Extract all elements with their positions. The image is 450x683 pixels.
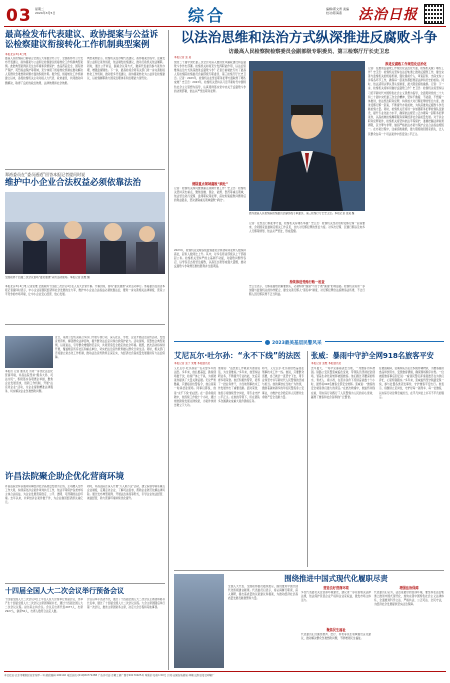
feature-banner-label bbox=[262, 340, 325, 346]
qr-code-icon bbox=[424, 4, 444, 24]
issue-weekday: 星期二 bbox=[35, 7, 45, 11]
divider bbox=[5, 169, 165, 170]
main-body-6: 史卫忠表示，行贿是腐败的重要源头，必须斩断“围猎”与甘于被“围猎”的利益链。检察机关将进一步加强与监察机关的协作配合，健全完善行贿人“黑名单”制度，对行贿犯罪依法追缴违法所得，不让行贿人因行贿获得不正当利益。 bbox=[249, 285, 365, 297]
portrait-caption: 图为最高人民检察院检察委员会副部级专职委员、第三检察厅厅长史卫忠。本报记者 张昊 摄 bbox=[249, 212, 355, 215]
main-subhead-1: 清除重点领域腐败“病灶” bbox=[191, 182, 229, 186]
left-lower-body-1: 近日，某地公安机关联合多部门开展专项行动，深入社区、学校、企业开展法治宣传活动，发放宣传资料，解答群众法律咨询，提升群众法治意识和自我保护能力。活动现场，民警结合典型案例，以案说法，引导群众增强防范意识，共同营造安全稳定的社会环境。据悉，此次活动将持续开展，覆盖辖区所有社区和重点单位，切实把法治宣传教育融入群众日常生活。同时，相关部门还将建立常态化工作机制，推动法治宣传教育走深走实，为经济社会高质量发展提供有力法治保障。 bbox=[55, 336, 165, 360]
bottom-subhead-3: 增强法治保障 bbox=[399, 586, 419, 590]
news-photo-small bbox=[5, 336, 53, 368]
column-rule bbox=[168, 30, 169, 670]
news-photo bbox=[5, 192, 165, 274]
main-headline: 以法治思维和法治方式纵深推进反腐败斗争 bbox=[180, 30, 438, 46]
left-bottom-headline: 十四届全国人大二次会议举行预备会议 bbox=[5, 587, 124, 595]
portrait-photo bbox=[249, 61, 365, 211]
story-a-body-3: 如今，艾尼瓦尔·吐尔孙依然奋战在刑事技术工作一线。他说，只要群众需要，自己就会一直坚守下去，用专业和坚守书写新时代人民警察的忠诚与担当。他的事迹在当地广为传颂，激励着越来越多的年轻民警投身公安事业，为维护社会稳定和人民群众生命财产安全贡献力量。 bbox=[262, 367, 304, 399]
issue-day: 2024年3月5日 bbox=[35, 11, 56, 16]
divider bbox=[5, 324, 165, 325]
story-a-byline: 本报记者 张子 朱雅 本报通讯员 bbox=[174, 362, 211, 365]
story-a-body-1: 艾尼瓦尔·吐尔孙是一名从警多年的法医。多年来，他扎根基层，勘验现场数千次，检验尸体上千具，为侦破案件提供了大量关键证据。无论严寒酷暑，只要接到出警指令，他总是第一时间赶赴现场。同事们都说，他是“永不下线”的法医。在一起命案侦破中，他连续工作数十个小时，通过细致勘验发现关键线索，为案件快速告破立下大功。 bbox=[174, 367, 216, 407]
left-top-byline: 本报北京3月4日电 bbox=[5, 53, 27, 56]
left-top-body-2: 典型案例显示，检察机关在办理代表建议、政协提案过程中，注重发现公益诉讼案件线索，依法制发检察建议，推动行政机关依法履职。同时，通过公开听证、圆桌会议等方式，邀请代表委员参与案件办理，增强监督刚性。下一步，最高检将会同有关部门进一步完善衔接转化工作机制，推动更多代表建议、政协提案转化为公益诉讼检察建议，以检察履职助力国家治理体系和治理能力现代化。 bbox=[87, 57, 165, 81]
left-top-headline: 最高检发布代表建议、政协提案与公益诉讼检察建议衔接转化工作机制典型案例 bbox=[5, 30, 159, 50]
left-mid-kicker: 郑裕委员在“委员通道”回答本报记者提问时说 bbox=[5, 172, 86, 177]
feature-banner-text: 2023最美基层民警风采 bbox=[272, 341, 322, 346]
story-b-headline: 张威：暴雨中守护全网918名旅客平安 bbox=[311, 351, 434, 360]
column-rule bbox=[307, 351, 308, 567]
main-subhead-2: 推进反腐败工作规范化法治化 bbox=[385, 62, 427, 66]
bottom-body-2: 多位代表委员关注营商环境建设，建议进一步完善相关法律法规，依法保护民营企业产权和企业家权益，激发市场主体活力。 bbox=[301, 591, 371, 603]
bottom-subhead-1: 营造良好营商环境 bbox=[323, 586, 349, 590]
page-number: 03 bbox=[6, 6, 32, 26]
left-mid-headline: 维护中小企业合法权益必须依靠法治 bbox=[5, 178, 142, 188]
left-lower-body-3: 许昌法院坚持以服务保障经济社会高质量发展为主线，主动融入全市工作大局，持续深化涉企案件审判执行工作，依法平等保护各类市场主体合法权益，为企业发展营造稳定、公平、透明、可预期的法治环境。去年以来，共审结涉企案件数千件，为企业挽回经济损失逾亿元。 bbox=[5, 485, 83, 505]
newspaper-logo: 法治日报 bbox=[358, 7, 418, 23]
left-mid-body: 本报北京3月4日电 记者张维 全国政协十四届二次会议4日在人民大会堂开幕。开幕会前，首场“委员通道”采访活动举行。郑裕委员在回答本报记者提问时表示，中小企业是国民经济和社会发展的生力军，维护中小企业合法权益必须依靠法治，要进一步完善相关法律制度，营造公平竞争的市场环境，让中小企业安心经营、放心发展。 bbox=[5, 285, 165, 297]
main-body-5: 记者：在惩治行贿犯罪方面，检察机关有哪些举措？史卫忠：检察机关坚决贯彻受贿行贿一起查要求，会同国家监委制定相关工作意见，加大对行贿犯罪的惩治力度。对多次行贿、巨额行贿以及向多人行贿等情形，依法从严惩处，形成震慑。 bbox=[249, 222, 365, 234]
person-portrait-icon bbox=[249, 61, 365, 211]
main-body-1: 党的二十届中央纪委三次全会对深入推进党风廉政建设和反腐败斗争作出部署。检察机关如何充分发挥职能作用，以法治思维和法治方式纵深推进反腐败斗争？记者日前就此专访了最高人民检察院检察委员会副部级专职委员、第三检察厅厅长史卫忠。记者：2023年，检察机关在惩治职务犯罪方面取得了哪些成效？史卫忠：2023年，检察机关坚持以习近平新时代中国特色社会主义思想为指导，认真贯彻落实党中央关于反腐败斗争的决策部署，依法从严惩治职务犯罪。 bbox=[174, 61, 246, 93]
main-subtitle: 访最高人民检察院检察委员会副部级专职委员、第三检察厅厅长史卫忠 bbox=[228, 49, 390, 55]
bottom-photo bbox=[174, 574, 224, 668]
left-bottom-body-1: 十四届全国人大二次会议4日上午在人民大会堂举行预备会议，选举产生十四届全国人大二次会议主席团和秘书长，通过十四届全国人大二次会议议程。赵乐际主持会议。会议应出席代表2977人，出席2927人，缺席50人，出席人数符合法定人数。 bbox=[5, 598, 83, 614]
main-byline: 本报记者 张 昊 bbox=[174, 56, 192, 59]
left-lower-body-4: 同时，许昌法院还深入开展“万人助万企”活动，建立院领导联系重点企业制度，定期走访企业，了解司法需求，帮助企业防范化解法律风险。通过发布典型案例、开展法治讲座等形式，引导企业依法经营、诚信经营，助力营商环境持续优化提升。 bbox=[87, 485, 165, 501]
photo-caption: 全国政协十四届二次会议首场“委员通道”采访活动现场。本报记者 张维 摄 bbox=[5, 276, 90, 279]
bottom-subhead-2: 聚焦民生福祉 bbox=[326, 628, 346, 632]
left-lower-body-2: 本报讯 记者 通讯员 为进一步优化法治化营商环境，许昌法院坚持“服务大局、司法为民”，积极落实各项惠企举措，聚焦企业发展需求，创新工作机制，开展“法官进企业”活动，为企业提供精准法律服务，切实解决企业急难愁盼问题。 bbox=[5, 370, 53, 394]
page-footer: 本社社址:北京市朝阳区花家地甲一号 邮政编码:100102 电话总机:(010)84772288 广告许可证:京朝工商广登字20170025号 零售价:每份1.50元 订阅:全国各地邮局 印刷:法制日报社印刷厂 bbox=[4, 671, 446, 678]
badge-icon bbox=[265, 340, 270, 345]
editor-credits bbox=[326, 7, 349, 16]
bottom-body-1: 全国人大代表、全国政协委员陆续抵京，围绕推进中国式现代化积极建言献策。代表委员们表示，将认真履行职责，深入调研，提出高质量的议案建议和提案，为推动经济社会高质量发展贡献智慧和力量。 bbox=[228, 585, 298, 601]
story-b-body-1: 去年夏天，一场罕见暴雨袭击当地，一列旅客列车被困。铁路公安民警张威临危受命，带领队员迅速赶赴现场，冒着生命危险转移被困旅客。他们蹚过齐腰深的积水，背老人、抱小孩，在恶劣条件下连续奋战数十个小时，最终将918名旅客全部安全转移。张威说：“旅客的安全就是我们最大的责任。”在此次救援中，他始终冲锋在前，用实际行动践行了人民警察为人民的初心使命，赢得了旅客和社会各界的广泛赞誉。 bbox=[311, 367, 375, 399]
left-top-body-1: 最高人民检察院日前联合全国人大常委会办公厅、全国政协办公厅发布代表建议、政协提案与公益诉讼检察建议衔接转化工作机制典型案例。此批典型案例涉及生态环境和资源保护、食品药品安全、国有财产保护、英烈权益保护等领域，充分体现了衔接转化机制在推动解决人民群众急难愁盼问题方面的积极作用。据介绍，衔接转化工作机制建立以来，各级检察机关主动对接人大代表、政协委员，共同推动问题解决，取得了良好的政治效果、法律效果和社会效果。 bbox=[5, 57, 83, 85]
story-b-body-2: 在被困期间，张威和队员们还积极协调物资，为旅客提供食品和饮用水，安抚旅客情绪，确保现场秩序井然。一位被困旅客事后回忆说：“看到民警们浑身湿透还在为我们奔忙，心里特别踏实。”多年来，张威始终坚守铁路安保一线，参与处置各类突发事件，守护旅客平安出行。他表示，将继续立足岗位，守护好每一趟列车、每一位旅客，以实际行动诠释忠诚担当，在平凡岗位上书写不平凡的篇章。 bbox=[379, 367, 444, 399]
story-a-headline: 艾尼瓦尔·吐尔孙：“永不下线”的法医 bbox=[174, 351, 301, 360]
editor-line: 编辑/郭文青 美编 bbox=[326, 7, 349, 11]
divider bbox=[5, 583, 165, 584]
left-lower-headline: 许昌法院聚企助企优化营商环境 bbox=[5, 472, 125, 482]
section-title: 综合 bbox=[188, 6, 227, 25]
main-subhead-3: 持续推进受贿行贿一起查 bbox=[289, 280, 325, 284]
divider bbox=[174, 570, 444, 571]
bottom-headline: 围绕推进中国式现代化履职尽责 bbox=[284, 574, 388, 583]
main-body-2: 记者：检察机关如何聚焦重点领域开展工作？史卫忠：检察机关坚持突出重点，聚焦金融、国企、能源、医药等重点领域，依法惩治贪污受贿、滥用职权等犯罪，深挖彻查腐败问题背后的利益链条，坚决清除重点领域腐败“病灶”。 bbox=[174, 187, 246, 203]
bottom-body-3: 代表委员们还围绕教育、医疗、养老等民生领域提出意见建议，推动解决群众急难愁盼问题，不断增进民生福祉。 bbox=[301, 633, 371, 641]
story-a-body-2: 他常说：“法医的工作就是为逝者说话，为生者维权。”多年来，他坚持钻研业务，不断提升专业技能，先后获得多项荣誉。他还积极传帮带，培养了一批业务骨干，为当地刑事技术工作发展作出了重要贡献。面对荣誉，他表示将继续坚守岗位，用专业守护公平正义。在他的带领下，所在团队多次圆满完成重大案件勘验任务。 bbox=[218, 367, 260, 403]
proof-line: 校对/陈海燕 bbox=[326, 11, 343, 16]
issue-date bbox=[35, 7, 55, 16]
story-b-byline: 本报记者 张维 本报通讯员 bbox=[311, 362, 342, 365]
people-photo-icon bbox=[5, 192, 165, 274]
main-body-3: 记者：在推进反腐败工作规范化法治化方面，检察机关做了哪些工作？史卫忠：检察机关坚持在法治轨道上推进反腐败工作，健全完善与监察机关的衔接机制，强化提前介入、审查起诉、出庭支持公诉等各环节工作，确保每一起案件都经得起法律和历史的检验。同时，依法适用认罪认罚从宽制度，最大限度追赃挽损。记者：下一步，检察机关将如何做好反腐败工作？史卫忠：检察机关将坚持以习近平新时代中国特色社会主义思想为指导，全面贯彻党的二十大和二十届中央纪委三次全会精神，坚持不敢腐、不能腐、不想腐一体推进，依法惩治职务犯罪，持续加大对行贿犯罪的惩治力度，推进受贿行贿一起查，不断提升办案质效，为纵深推进反腐败斗争贡献检察力量。同时，检察机关还将进一步加强职务犯罪检察队伍建设，提升专业化能力水平，确保依法规范公正办理每一起职务犯罪案件，以高质效检察履职服务保障经济社会高质量发展。对于涉企职务犯罪案件，检察机关将坚持依法平等保护，准确把握法律政策界限，区分罪与非罪，做到严格依法办案与保护企业合法权益相统一。在办案过程中，注重追赃挽损，最大限度挽回国家损失，让人民群众在每一个司法案件中感受到公平正义。 bbox=[368, 67, 444, 136]
main-body-4: 2023年，检察机关受理各级监察委员会移送职务犯罪人数保持高位，起诉人数同比上升。其中，对多名原省部级以上干部提起公诉。检察机关坚持严的主基调不动摇，对腐败问题零容忍，以零容忍态度惩治腐败，以高压态势形成强大震慑，推动反腐败斗争取得压倒性胜利并全面巩固。 bbox=[174, 249, 246, 269]
left-bottom-body-2: 会议以举手表决方式，通过了十四届全国人大二次会议主席团和秘书长名单，通过了十四届全国人大二次会议议程。大会主席团随后举行第一次会议，推选主席团常务主席，决定大会日程和其他事项。 bbox=[87, 598, 165, 610]
bottom-body-4: 代表委员们认为，法治是最好的营商环境，要坚持在法治轨道上推进中国式现代化，加快完善中国特色社会主义法律体系，全面推进科学立法、严格执法、公正司法、全民守法，为经济社会发展提供坚实法治保障。 bbox=[374, 591, 444, 607]
